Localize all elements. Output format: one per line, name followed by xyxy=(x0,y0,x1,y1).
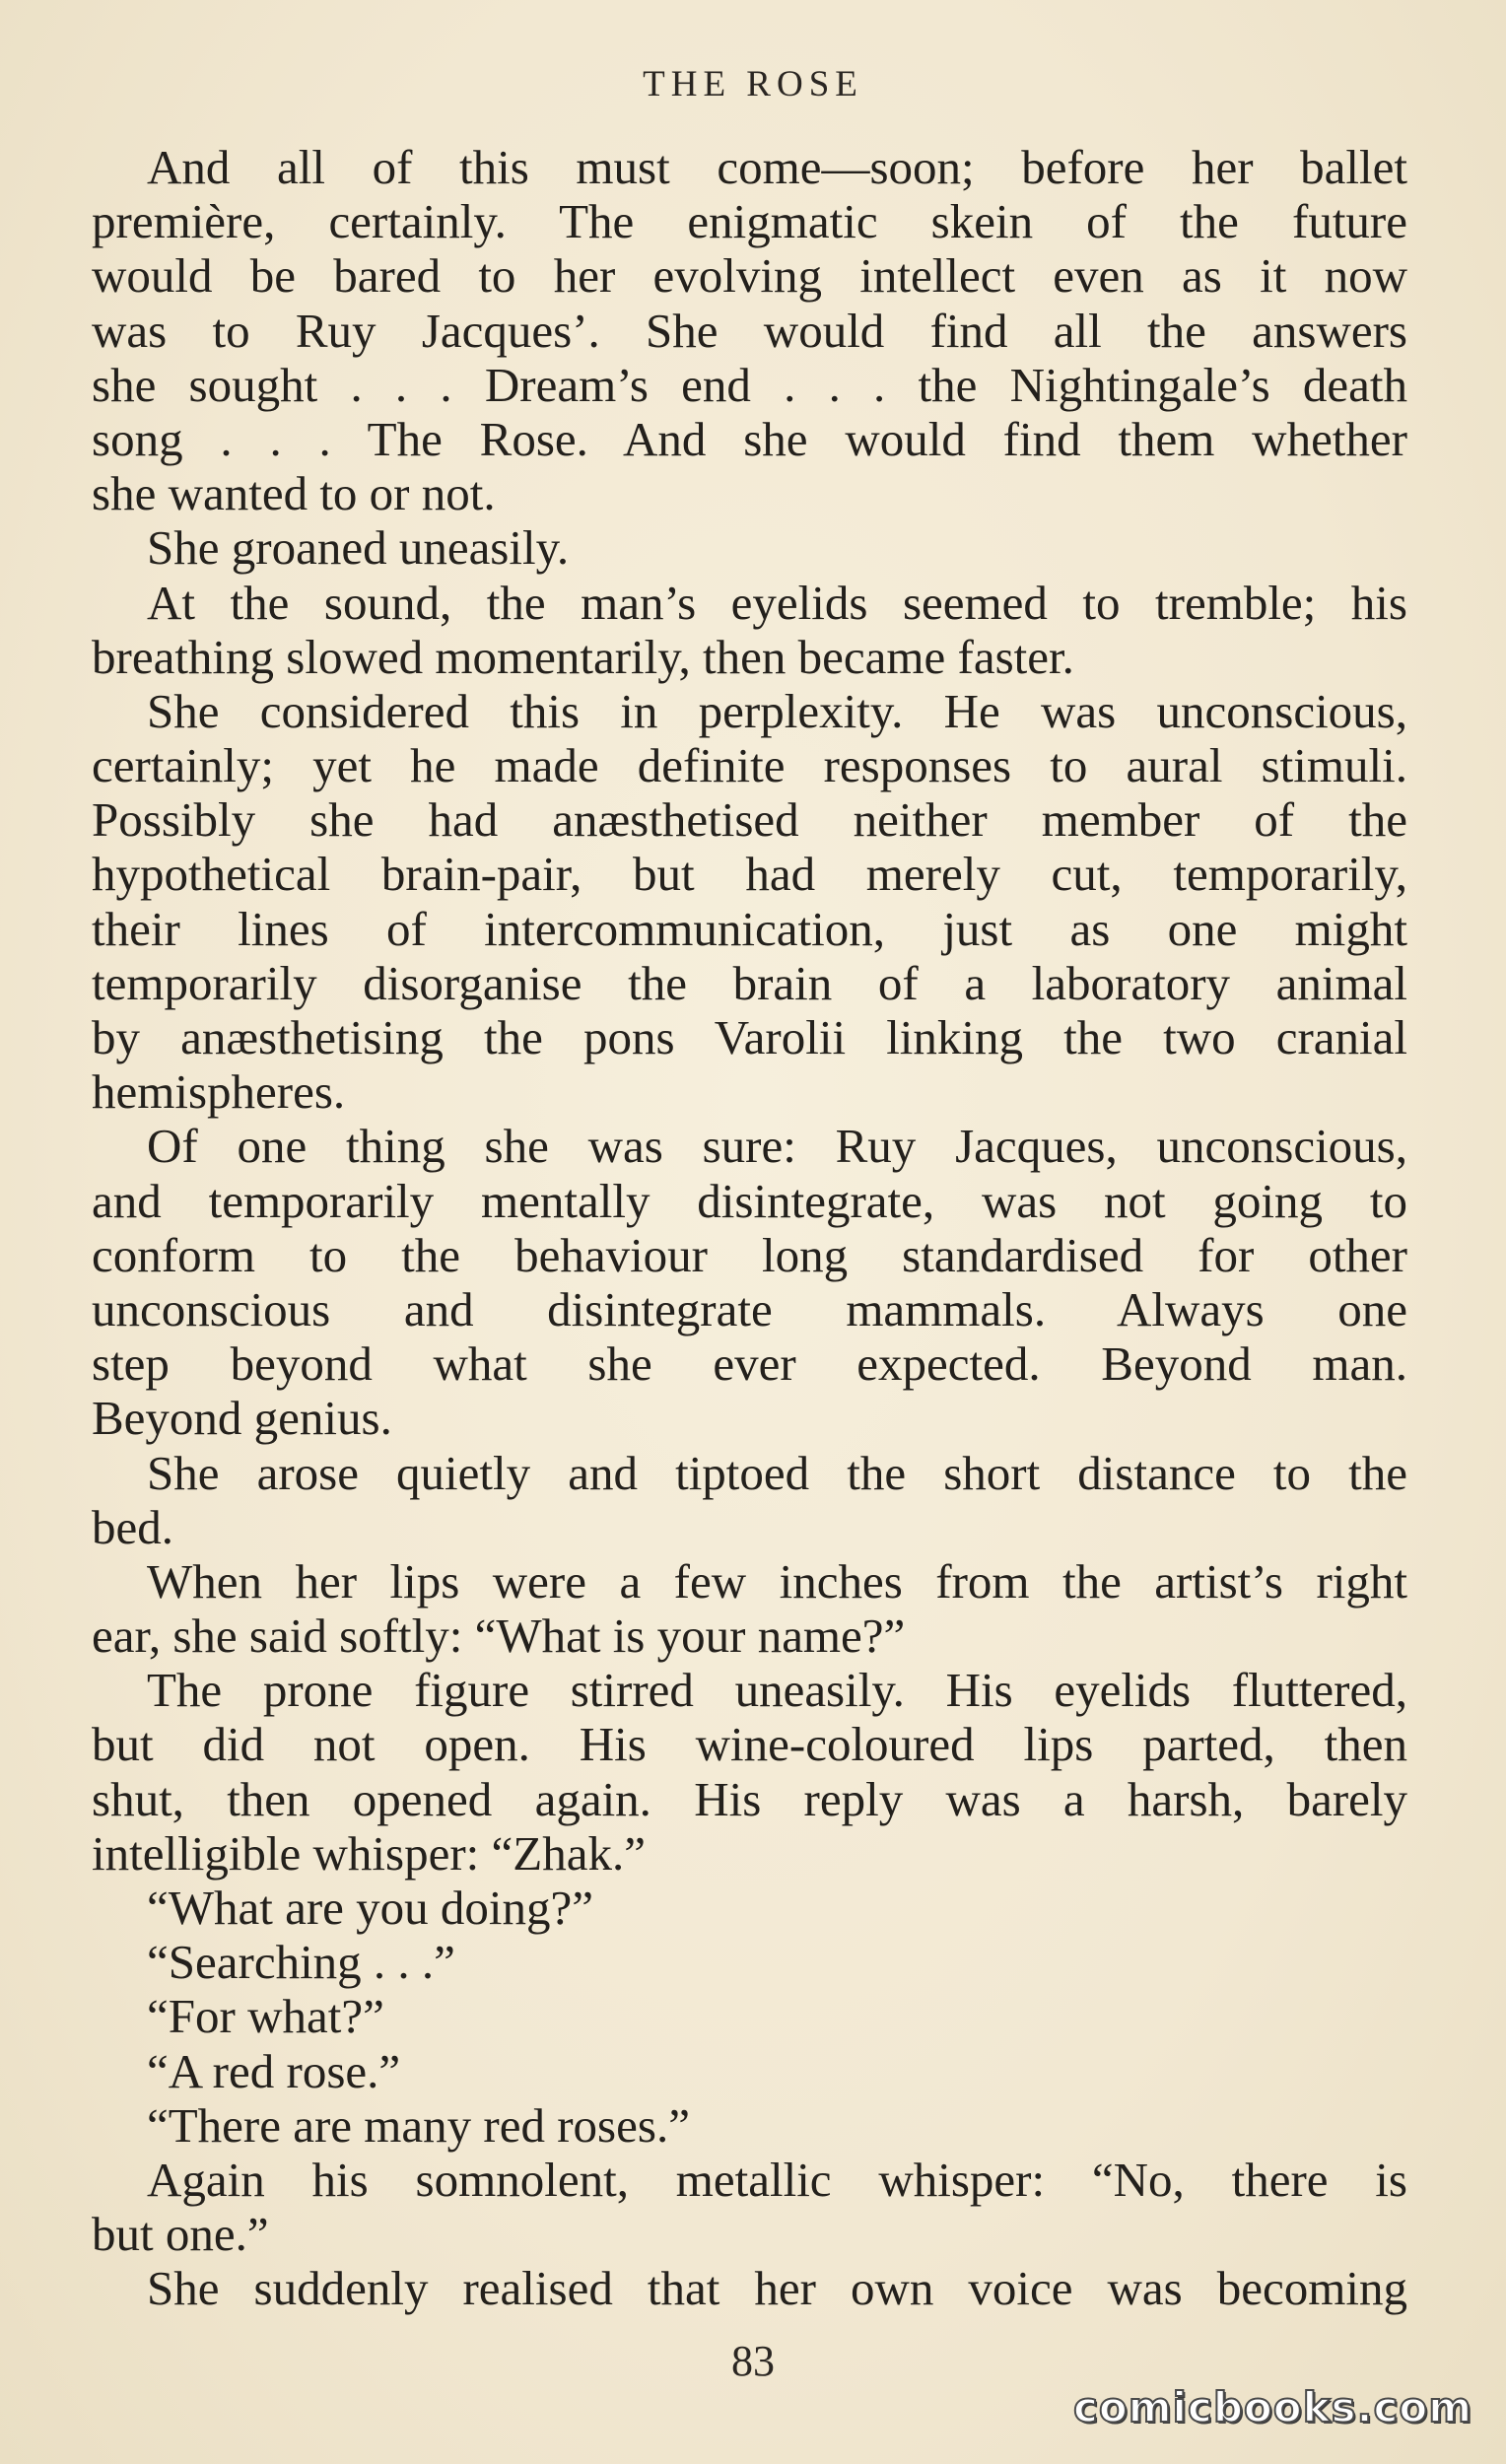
text-line: Again his somnolent, metallic whisper: “No, there is xyxy=(147,2152,1407,2207)
text-line: She suddenly realised that her own voice was becoming xyxy=(147,2261,1407,2316)
text-line: she wanted to or not. xyxy=(92,466,496,521)
text-line: breathing slowed momentarily, then became faster. xyxy=(92,629,1074,684)
text-line: would be bared to her evolving intellect even as it now xyxy=(92,248,1407,304)
text-line: When her lips were a few inches from the artist’s right xyxy=(147,1553,1407,1608)
text-line: She groaned uneasily. xyxy=(147,520,570,576)
text-line: “A red rose.” xyxy=(147,2043,401,2098)
text-line: première, certainly. The enigmatic skein of the future xyxy=(92,194,1407,249)
text-line: She considered this in perplexity. He was unconscious, xyxy=(147,683,1407,738)
running-head: THE ROSE xyxy=(643,64,863,104)
text-line: “There are many red roses.” xyxy=(147,2097,690,2153)
text-line: conform to the behaviour long standardised for other xyxy=(92,1227,1407,1282)
text-line: certainly; yet he made definite responses to aural stimuli. xyxy=(92,738,1407,793)
text-line: And all of this must come—soon; before her ballet xyxy=(147,140,1407,194)
text-line: “Searching . . .” xyxy=(147,1935,455,1990)
text-line: was to Ruy Jacques’. She would find all the answers xyxy=(92,303,1407,358)
text-line: by anæsthetising the pons Varolii linking the two cranial xyxy=(92,1010,1407,1064)
text-line: Of one thing she was sure: Ruy Jacques, unconscious, xyxy=(147,1119,1407,1174)
text-line: step beyond what she ever expected. Beyond man. xyxy=(92,1336,1407,1392)
text-line: bed. xyxy=(92,1499,173,1554)
text-line: ear, she said softly: “What is your name?” xyxy=(92,1608,906,1664)
body-text xyxy=(92,140,1407,2316)
watermark-logo: comicbooks.com xyxy=(1073,2383,1472,2431)
text-line: their lines of intercommunication, just as one might xyxy=(92,901,1407,956)
text-line: Beyond genius. xyxy=(92,1391,392,1446)
text-line: “What are you doing?” xyxy=(147,1881,594,1935)
text-line: hemispheres. xyxy=(92,1064,346,1120)
text-line: she sought . . . Dream’s end . . . the Nightingale’s death xyxy=(92,357,1407,412)
text-line: temporarily disorganise the brain of a laboratory animal xyxy=(92,955,1407,1010)
text-line: At the sound, the man’s eyelids seemed to tremble; his xyxy=(147,575,1407,630)
text-line: and temporarily mentally disintegrate, was not going to xyxy=(92,1173,1407,1228)
page-number: 83 xyxy=(731,2337,775,2385)
text-line: but did not open. His wine-coloured lips parted, then xyxy=(92,1717,1407,1772)
text-line: The prone figure stirred uneasily. His eyelids fluttered, xyxy=(147,1663,1407,1718)
text-line: Possibly she had anæsthetised neither member of the xyxy=(92,792,1407,848)
text-line: song . . . The Rose. And she would find them whether xyxy=(92,411,1407,466)
text-line: intelligible whisper: “Zhak.” xyxy=(92,1825,646,1881)
text-line: hypothetical brain-pair, but had merely cut, temporarily, xyxy=(92,847,1407,902)
text-line: shut, then opened again. His reply was a harsh, barely xyxy=(92,1771,1407,1826)
text-line: unconscious and disintegrate mammals. Always one xyxy=(92,1281,1407,1336)
text-line: She arose quietly and tiptoed the short distance to the xyxy=(147,1445,1407,1500)
text-line: but one.” xyxy=(92,2207,269,2262)
text-line: “For what?” xyxy=(147,1989,384,2044)
